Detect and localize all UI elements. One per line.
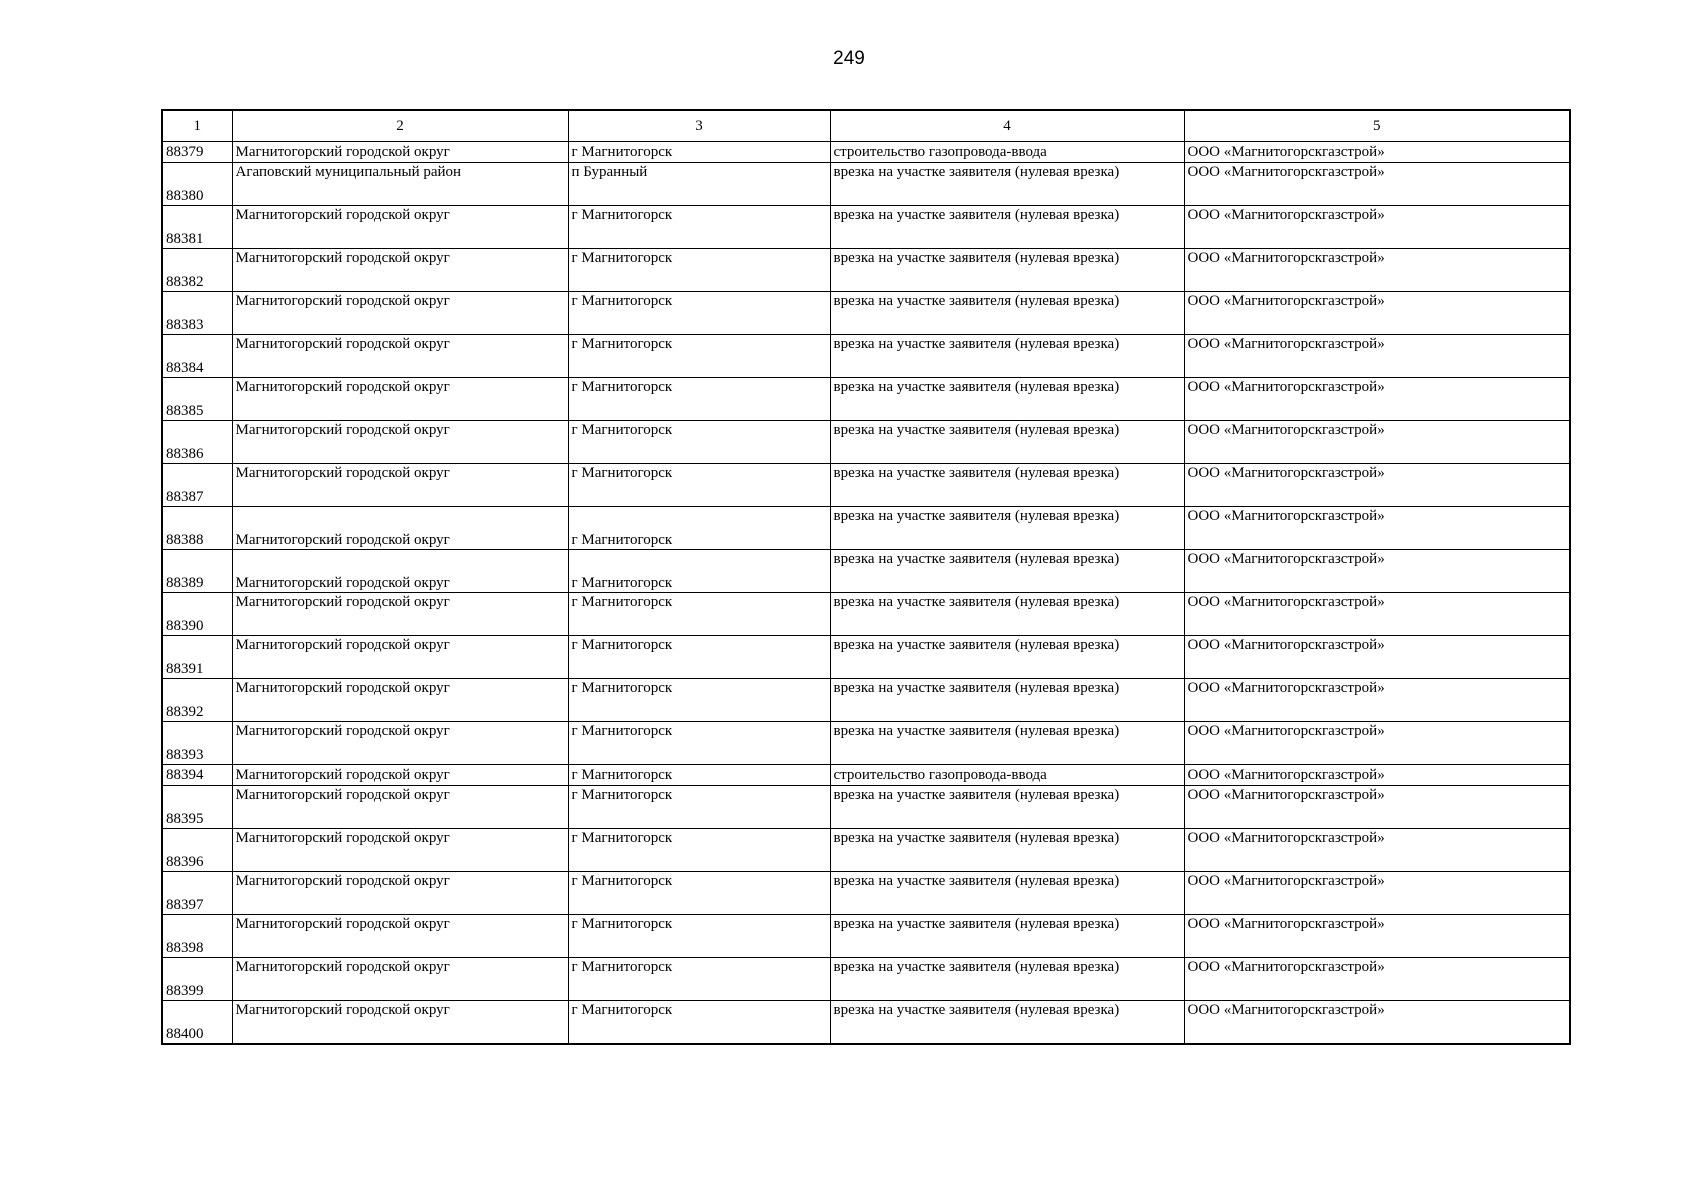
organization-cell: ООО «Магнитогорскгазстрой» (1184, 636, 1570, 679)
organization-cell: ООО «Магнитогорскгазстрой» (1184, 550, 1570, 593)
row-number-cell: 88386 (162, 421, 232, 464)
row-number-cell: 88381 (162, 206, 232, 249)
table-row (162, 292, 1570, 335)
work-type-cell: врезка на участке заявителя (нулевая врезка) (830, 378, 1184, 421)
locality-cell: г Магнитогорск (568, 292, 830, 335)
row-number-cell: 88385 (162, 378, 232, 421)
organization-cell: ООО «Магнитогорскгазстрой» (1184, 206, 1570, 249)
work-type-cell: врезка на участке заявителя (нулевая врезка) (830, 1001, 1184, 1045)
organization-cell: ООО «Магнитогорскгазстрой» (1184, 593, 1570, 636)
district-cell: Магнитогорский городской округ (232, 786, 568, 829)
row-number-cell: 88397 (162, 872, 232, 915)
locality-cell: г Магнитогорск (568, 335, 830, 378)
table-row (162, 464, 1570, 507)
work-type-cell: врезка на участке заявителя (нулевая врезка) (830, 636, 1184, 679)
work-type-cell: врезка на участке заявителя (нулевая врезка) (830, 722, 1184, 765)
row-number-cell: 88388 (162, 507, 232, 550)
row-number-cell: 88382 (162, 249, 232, 292)
organization-cell: ООО «Магнитогорскгазстрой» (1184, 915, 1570, 958)
work-type-cell: врезка на участке заявителя (нулевая врезка) (830, 593, 1184, 636)
work-type-cell: врезка на участке заявителя (нулевая врезка) (830, 163, 1184, 206)
table-row (162, 249, 1570, 292)
table-row (162, 786, 1570, 829)
table-row (162, 872, 1570, 915)
table-row (162, 507, 1570, 550)
registry-table (161, 109, 1571, 1045)
organization-cell: ООО «Магнитогорскгазстрой» (1184, 163, 1570, 206)
organization-cell: ООО «Магнитогорскгазстрой» (1184, 249, 1570, 292)
organization-cell: ООО «Магнитогорскгазстрой» (1184, 958, 1570, 1001)
work-type-cell: врезка на участке заявителя (нулевая врезка) (830, 872, 1184, 915)
work-type-cell: врезка на участке заявителя (нулевая врезка) (830, 249, 1184, 292)
locality-cell: г Магнитогорск (568, 958, 830, 1001)
locality-cell: г Магнитогорск (568, 206, 830, 249)
district-cell: Магнитогорский городской округ (232, 550, 568, 593)
organization-cell: ООО «Магнитогорскгазстрой» (1184, 378, 1570, 421)
header-cell: 2 (232, 110, 568, 142)
organization-cell: ООО «Магнитогорскгазстрой» (1184, 1001, 1570, 1045)
table-row (162, 142, 1570, 163)
locality-cell: г Магнитогорск (568, 915, 830, 958)
row-number-cell: 88391 (162, 636, 232, 679)
district-cell: Магнитогорский городской округ (232, 1001, 568, 1045)
district-cell: Магнитогорский городской округ (232, 142, 568, 163)
locality-cell: г Магнитогорск (568, 464, 830, 507)
row-number-cell: 88383 (162, 292, 232, 335)
organization-cell: ООО «Магнитогорскгазстрой» (1184, 292, 1570, 335)
work-type-cell: врезка на участке заявителя (нулевая врезка) (830, 421, 1184, 464)
work-type-cell: врезка на участке заявителя (нулевая врезка) (830, 786, 1184, 829)
locality-cell: г Магнитогорск (568, 765, 830, 786)
work-type-cell: врезка на участке заявителя (нулевая врезка) (830, 958, 1184, 1001)
organization-cell: ООО «Магнитогорскгазстрой» (1184, 765, 1570, 786)
work-type-cell: врезка на участке заявителя (нулевая врезка) (830, 507, 1184, 550)
table-row (162, 829, 1570, 872)
locality-cell: г Магнитогорск (568, 378, 830, 421)
table-row (162, 679, 1570, 722)
row-number-cell: 88389 (162, 550, 232, 593)
district-cell: Магнитогорский городской округ (232, 679, 568, 722)
page-number: 249 (833, 48, 865, 69)
locality-cell: г Магнитогорск (568, 636, 830, 679)
district-cell: Магнитогорский городской округ (232, 292, 568, 335)
district-cell: Магнитогорский городской округ (232, 249, 568, 292)
organization-cell: ООО «Магнитогорскгазстрой» (1184, 464, 1570, 507)
work-type-cell: врезка на участке заявителя (нулевая врезка) (830, 679, 1184, 722)
table-row (162, 915, 1570, 958)
header-cell: 1 (162, 110, 232, 142)
district-cell: Магнитогорский городской округ (232, 421, 568, 464)
row-number-cell: 88396 (162, 829, 232, 872)
row-number-cell: 88384 (162, 335, 232, 378)
district-cell: Магнитогорский городской округ (232, 722, 568, 765)
locality-cell: г Магнитогорск (568, 872, 830, 915)
district-cell: Магнитогорский городской округ (232, 464, 568, 507)
row-number-cell: 88392 (162, 679, 232, 722)
work-type-cell: врезка на участке заявителя (нулевая врезка) (830, 550, 1184, 593)
header-row (162, 110, 1570, 142)
row-number-cell: 88393 (162, 722, 232, 765)
row-number-cell: 88380 (162, 163, 232, 206)
locality-cell: г Магнитогорск (568, 550, 830, 593)
locality-cell: п Буранный (568, 163, 830, 206)
row-number-cell: 88399 (162, 958, 232, 1001)
district-cell: Магнитогорский городской округ (232, 206, 568, 249)
locality-cell: г Магнитогорск (568, 249, 830, 292)
table-row (162, 593, 1570, 636)
work-type-cell: строительство газопровода-ввода (830, 765, 1184, 786)
district-cell: Магнитогорский городской округ (232, 378, 568, 421)
table-row (162, 335, 1570, 378)
locality-cell: г Магнитогорск (568, 421, 830, 464)
organization-cell: ООО «Магнитогорскгазстрой» (1184, 142, 1570, 163)
row-number-cell: 88390 (162, 593, 232, 636)
table-row (162, 206, 1570, 249)
district-cell: Магнитогорский городской округ (232, 915, 568, 958)
district-cell: Магнитогорский городской округ (232, 335, 568, 378)
work-type-cell: врезка на участке заявителя (нулевая врезка) (830, 829, 1184, 872)
row-number-cell: 88398 (162, 915, 232, 958)
table-row (162, 722, 1570, 765)
work-type-cell: врезка на участке заявителя (нулевая врезка) (830, 464, 1184, 507)
table-body (162, 142, 1570, 1045)
locality-cell: г Магнитогорск (568, 786, 830, 829)
locality-cell: г Магнитогорск (568, 142, 830, 163)
work-type-cell: врезка на участке заявителя (нулевая врезка) (830, 292, 1184, 335)
district-cell: Магнитогорский городской округ (232, 593, 568, 636)
locality-cell: г Магнитогорск (568, 679, 830, 722)
district-cell: Агаповский муниципальный район (232, 163, 568, 206)
locality-cell: г Магнитогорск (568, 829, 830, 872)
row-number-cell: 88394 (162, 765, 232, 786)
table-row (162, 163, 1570, 206)
table-row (162, 378, 1570, 421)
work-type-cell: врезка на участке заявителя (нулевая врезка) (830, 335, 1184, 378)
row-number-cell: 88387 (162, 464, 232, 507)
organization-cell: ООО «Магнитогорскгазстрой» (1184, 679, 1570, 722)
row-number-cell: 88379 (162, 142, 232, 163)
organization-cell: ООО «Магнитогорскгазстрой» (1184, 722, 1570, 765)
work-type-cell: врезка на участке заявителя (нулевая врезка) (830, 915, 1184, 958)
district-cell: Магнитогорский городской округ (232, 636, 568, 679)
locality-cell: г Магнитогорск (568, 722, 830, 765)
organization-cell: ООО «Магнитогорскгазстрой» (1184, 421, 1570, 464)
locality-cell: г Магнитогорск (568, 1001, 830, 1045)
district-cell: Магнитогорский городской округ (232, 507, 568, 550)
organization-cell: ООО «Магнитогорскгазстрой» (1184, 335, 1570, 378)
organization-cell: ООО «Магнитогорскгазстрой» (1184, 872, 1570, 915)
locality-cell: г Магнитогорск (568, 507, 830, 550)
table-row (162, 1001, 1570, 1045)
table-row (162, 765, 1570, 786)
header-cell: 3 (568, 110, 830, 142)
row-number-cell: 88395 (162, 786, 232, 829)
row-number-cell: 88400 (162, 1001, 232, 1045)
table-row (162, 636, 1570, 679)
organization-cell: ООО «Магнитогорскгазстрой» (1184, 507, 1570, 550)
work-type-cell: врезка на участке заявителя (нулевая врезка) (830, 206, 1184, 249)
district-cell: Магнитогорский городской округ (232, 829, 568, 872)
district-cell: Магнитогорский городской округ (232, 958, 568, 1001)
organization-cell: ООО «Магнитогорскгазстрой» (1184, 829, 1570, 872)
header-cell: 5 (1184, 110, 1570, 142)
table-row (162, 421, 1570, 464)
table-row (162, 550, 1570, 593)
work-type-cell: строительство газопровода-ввода (830, 142, 1184, 163)
header-cell: 4 (830, 110, 1184, 142)
organization-cell: ООО «Магнитогорскгазстрой» (1184, 786, 1570, 829)
district-cell: Магнитогорский городской округ (232, 872, 568, 915)
district-cell: Магнитогорский городской округ (232, 765, 568, 786)
locality-cell: г Магнитогорск (568, 593, 830, 636)
table-row (162, 958, 1570, 1001)
